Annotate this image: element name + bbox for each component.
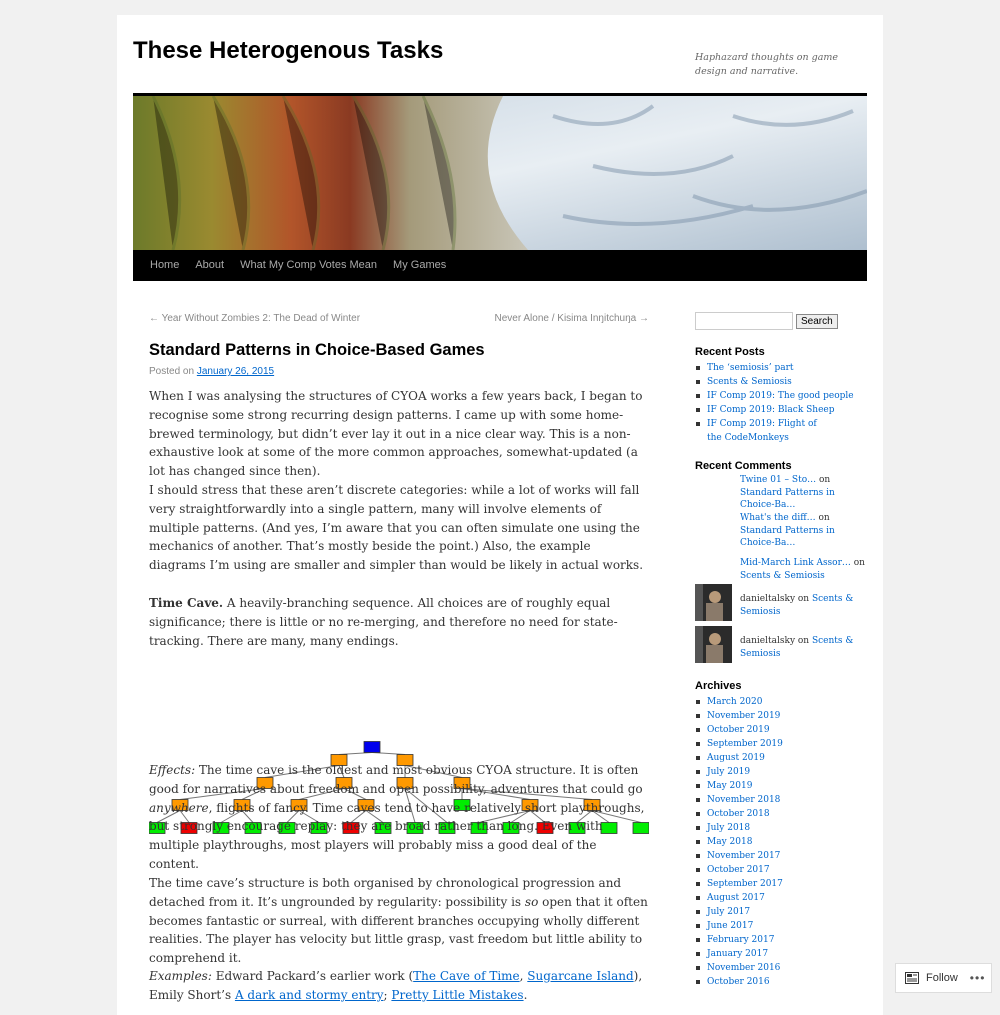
comment-on: on (816, 475, 831, 485)
recent-posts-title: Recent Posts (695, 346, 765, 358)
comment-on: on (850, 558, 865, 568)
comment-post-link[interactable]: Standard Patterns in Choice-Ba… (740, 525, 835, 549)
archive-link[interactable]: November 2018 (695, 793, 865, 807)
comment-author-link[interactable]: What's the diff… (740, 513, 816, 523)
archive-link[interactable]: July 2018 (695, 821, 865, 835)
next-post-link[interactable]: Never Alone / Kisima Inŋitchuŋa → (494, 313, 649, 324)
comment-on: on (815, 513, 830, 523)
comment-on: on (795, 594, 812, 604)
archive-link[interactable]: October 2018 (695, 807, 865, 821)
sidebar (695, 312, 865, 989)
site-title[interactable]: These Heterogenous Tasks (133, 37, 444, 64)
diagram-node (364, 742, 380, 753)
archive-link[interactable]: September 2019 (695, 737, 865, 751)
page-wrapper (117, 15, 883, 1015)
follow-icon (905, 972, 919, 984)
archive-link[interactable]: November 2016 (695, 961, 865, 975)
comment-item (695, 584, 865, 626)
more-options-icon[interactable]: ••• (969, 971, 986, 985)
comment-post-link[interactable]: Scents & Semiosis (740, 594, 854, 617)
comment-author-link[interactable]: Twine 01 – Sto… (740, 475, 817, 485)
nav-item-home[interactable]: Home (150, 259, 180, 271)
comment-item (695, 626, 865, 668)
archive-link[interactable]: January 2017 (695, 947, 865, 961)
link-sugarcane-island[interactable]: Sugarcane Island (527, 969, 634, 983)
comment-item (695, 557, 865, 583)
recent-post-link[interactable]: IF Comp 2019: Black Sheep (695, 403, 865, 417)
main-navigation (133, 250, 867, 281)
archive-link[interactable]: February 2017 (695, 933, 865, 947)
header-image (133, 93, 867, 250)
comment-post-link[interactable]: Scents & Semiosis (740, 570, 825, 581)
archive-link[interactable]: August 2019 (695, 751, 865, 765)
paragraph-time-cave (149, 594, 649, 650)
posted-on-label: Posted on (149, 366, 195, 377)
avatar[interactable] (695, 626, 732, 663)
paragraph-structure (149, 874, 649, 968)
previous-post-link[interactable]: ← Year Without Zombies 2: The Dead of Winter (149, 313, 361, 324)
effects-text-a: The time cave is the oldest and most obvious CYOA structure. It is often good for narratives about freedom and open possibility, adventures that could go (149, 763, 643, 796)
archive-link[interactable]: September 2017 (695, 877, 865, 891)
archive-link[interactable]: November 2019 (695, 709, 865, 723)
search-input[interactable] (695, 312, 793, 330)
archive-link[interactable]: July 2017 (695, 905, 865, 919)
paragraph-examples (149, 967, 649, 1005)
site-description: Haphazard thoughts on game design and narrative. (695, 52, 839, 77)
main-content (149, 307, 649, 1002)
archive-link[interactable]: October 2017 (695, 863, 865, 877)
examples-sep-2: ; (383, 987, 392, 1002)
post-title: Standard Patterns in Choice-Based Games (149, 341, 485, 359)
post-meta (149, 366, 649, 377)
time-cave-desc: A heavily-branching sequence. All choices are of roughly equal significance; there is little or no re-merging, and therefore no need for state-tracking. There are many, many endings. (149, 596, 618, 648)
examples-label: Examples: (149, 969, 212, 983)
comment-author-link[interactable]: Mid-March Link Assor… (740, 558, 851, 568)
comment-item (695, 512, 865, 557)
recent-comments-list (695, 474, 865, 668)
effects-text-b: , flights of fancy. Time caves tend to have relatively short playthroughs, but strongly encourage replay: they are broad rather than long. Even with multiple playthroughs, most players will probably miss a good deal of the content. (149, 800, 645, 871)
follow-bar (895, 963, 992, 993)
examples-sep-1: , (519, 969, 528, 983)
recent-post-link[interactable]: The ‘semiosis’ part (695, 361, 865, 375)
archive-link[interactable]: October 2019 (695, 723, 865, 737)
post-navigation (149, 307, 649, 327)
recent-post-link[interactable]: Scents & Semiosis (695, 375, 865, 389)
comment-item (695, 474, 865, 512)
archive-link[interactable]: November 2017 (695, 849, 865, 863)
comment-on: on (795, 636, 812, 646)
archive-link[interactable]: May 2018 (695, 835, 865, 849)
comment-post-link[interactable]: Standard Patterns in Choice-Ba… (740, 487, 835, 511)
structure-text-a: The time cave’s structure is both organised by chronological progression and detached from it. It’s ungrounded by regularity: possibility is (149, 876, 622, 909)
structure-emphasis: so (524, 894, 539, 909)
archive-link[interactable]: August 2017 (695, 891, 865, 905)
comment-post-link[interactable]: Scents & Semiosis (740, 636, 854, 659)
nav-item-comp-votes[interactable]: What My Comp Votes Mean (240, 259, 378, 271)
follow-button[interactable]: Follow (926, 972, 958, 984)
archive-link[interactable]: July 2019 (695, 765, 865, 779)
examples-end: . (523, 987, 528, 1002)
search-form (695, 312, 865, 330)
comment-author: danieltalsky (740, 594, 796, 604)
archive-link[interactable]: May 2019 (695, 779, 865, 793)
paragraph-categories: I should stress that these aren’t discrete categories: while a lot of works will fall very straightforwardly into a single pattern, many will involve elements of multiple patterns. (And yes, I’m aware that you can often simulate one using the mechanics of another. That’s mostly beside the point.) Also, the example diagrams I’m using are smaller and simpler than would be likely in actual works. (149, 483, 644, 573)
time-cave-heading: Time Cave. (149, 596, 224, 610)
archives-title: Archives (695, 680, 742, 692)
structure-text-b: open that it often becomes fantastic or surreal, with different branches occupying wholly different realities. The player has velocity but little grasp, vast freedom but little ability to comprehend it. (149, 894, 648, 966)
archive-link[interactable]: March 2020 (695, 695, 865, 709)
archives-list (695, 695, 865, 989)
search-button[interactable]: Search (796, 314, 838, 329)
avatar[interactable] (695, 584, 732, 621)
examples-text-b: ), Emily Short’s (149, 969, 643, 1002)
effects-label: Effects: (149, 763, 196, 777)
link-dark-stormy-entry[interactable]: A dark and stormy entry (234, 987, 384, 1002)
recent-post-link[interactable]: IF Comp 2019: The good people (695, 389, 865, 403)
post-date-link[interactable]: January 26, 2015 (196, 366, 275, 377)
nav-item-my-games[interactable]: My Games (393, 259, 447, 271)
link-cave-of-time[interactable]: The Cave of Time (413, 969, 520, 983)
recent-comments-title: Recent Comments (695, 460, 792, 472)
link-pretty-little-mistakes[interactable]: Pretty Little Mistakes (391, 987, 524, 1002)
examples-text-a: Edward Packard’s earlier work ( (211, 969, 414, 983)
comment-author: danieltalsky (740, 636, 796, 646)
paragraph-effects (149, 761, 649, 874)
paragraph-intro: When I was analysing the structures of CYOA works a few years back, I began to recognise some strong recurring design patterns. I came up with some home-brewed terminology, but didn’t ever lay it out in a nice clear way. This is a non-exhaustive look at some of the more common approaches, somewhat-updated (a lot has changed since then). (149, 389, 643, 479)
archive-link[interactable]: October 2016 (695, 975, 865, 989)
effects-emphasis: anywhere (149, 800, 209, 815)
recent-posts-list (695, 361, 865, 445)
archive-link[interactable]: June 2017 (695, 919, 865, 933)
nav-item-about[interactable]: About (195, 259, 225, 271)
recent-post-link[interactable]: IF Comp 2019: Flight of the CodeMonkeys (695, 417, 817, 445)
